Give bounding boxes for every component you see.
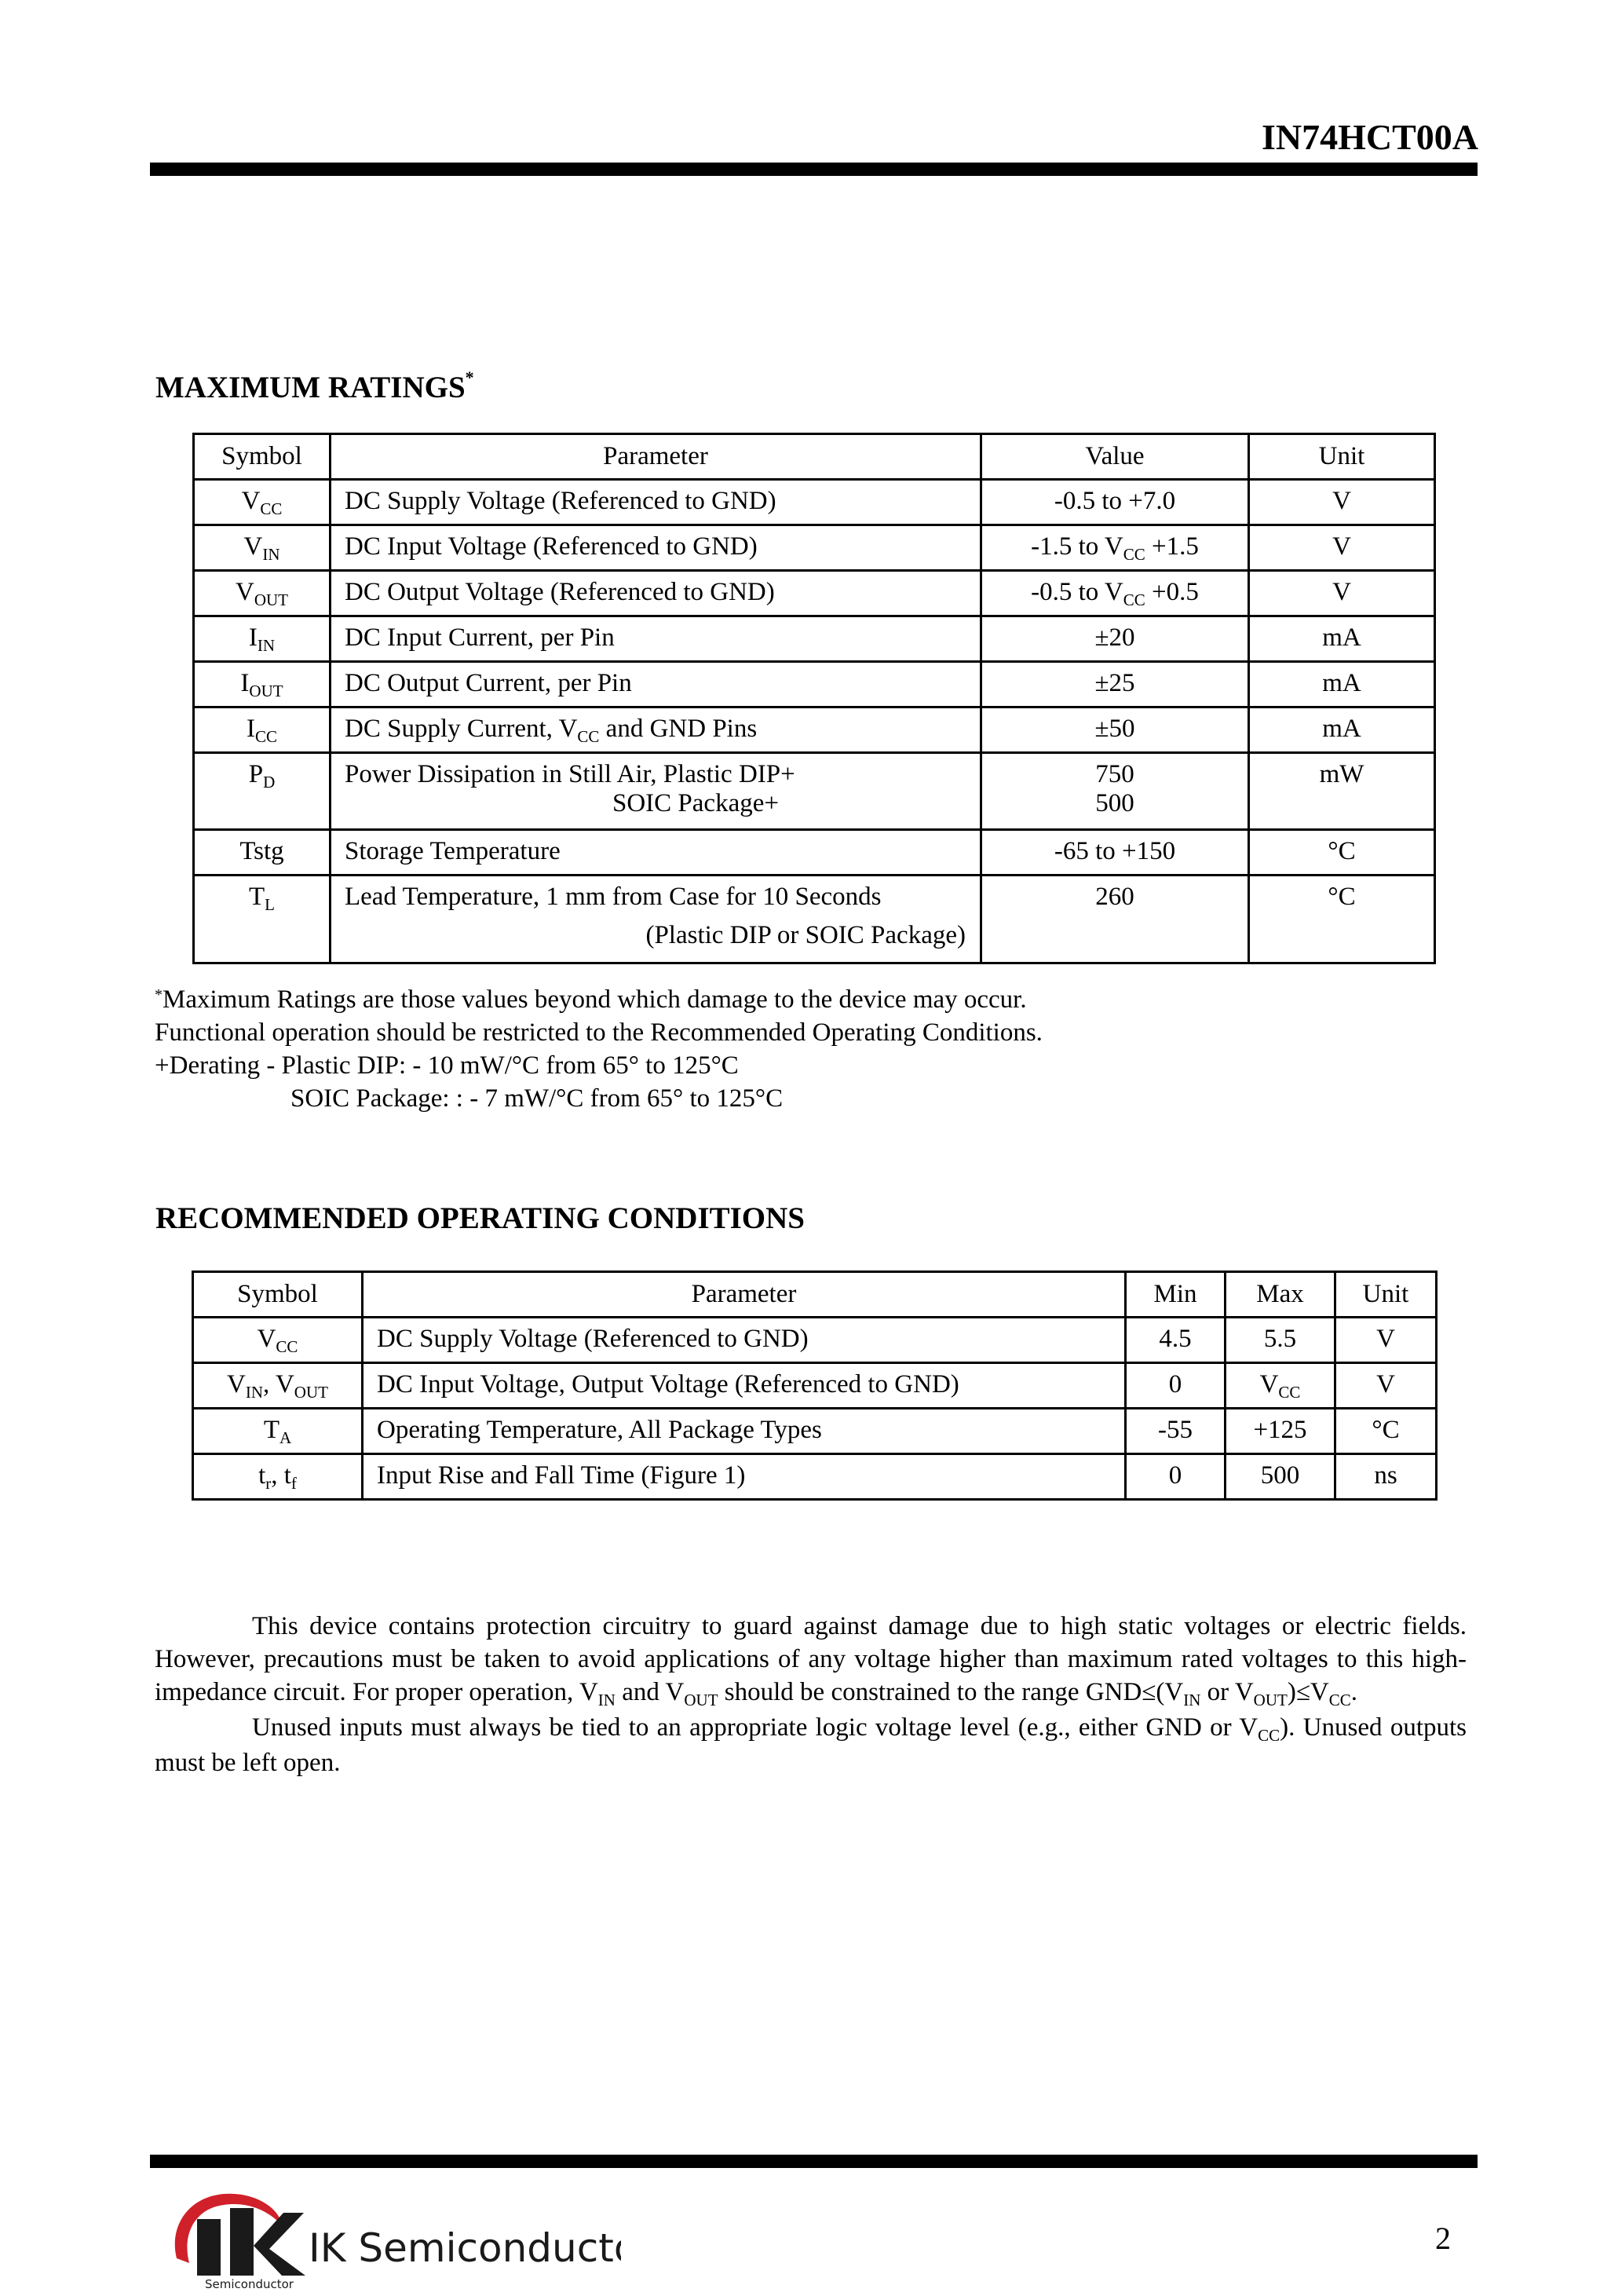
min-cell: -55 (1126, 1409, 1226, 1454)
symbol-cell: $P_D$ (194, 753, 331, 830)
symbol-cell: $T_A$ (193, 1409, 363, 1454)
col-header: Symbol (194, 434, 331, 480)
symbol-cell: $I_{IN}$ (194, 616, 331, 662)
footer-rule (150, 2155, 1478, 2168)
unit-cell: V (1249, 525, 1435, 571)
note-line: +Derating - Plastic DIP: - 10 mW/°C from 65° to 125°C (155, 1051, 739, 1080)
value-cell: -65 to +150 (981, 830, 1249, 876)
unit-cell: ns (1335, 1454, 1437, 1500)
value-cell: -0.5 to +7.0 (981, 480, 1249, 525)
table-row (194, 830, 1435, 876)
col-header: Value (981, 434, 1249, 480)
symbol-cell: $V_{OUT}$ (194, 571, 331, 616)
parameter-cell: Input Rise and Fall Time (Figure 1) (363, 1454, 1126, 1500)
unit-cell: °C (1249, 876, 1435, 963)
value-cell: -0.5 to $V_{CC} +0.5$ (981, 571, 1249, 616)
header-rule (150, 163, 1478, 176)
parameter-cell: Storage Temperature (331, 830, 981, 876)
parameter-cell: Lead Temperature, 1 mm from Case for 10 Seconds (Plastic DIP or SOIC Package) (331, 876, 981, 963)
parameter-cell: DC Input Voltage, Output Voltage (Referenced to GND) (363, 1363, 1126, 1409)
symbol-cell: Tstg (194, 830, 331, 876)
unit-cell: mA (1249, 616, 1435, 662)
max-ratings-footnote-mark: * (465, 367, 474, 387)
table-row (194, 525, 1435, 571)
max-ratings-title: MAXIMUM RATINGS* (155, 367, 474, 404)
parameter-cell: DC Output Current, per Pin (331, 662, 981, 707)
min-cell: 4.5 (1126, 1318, 1226, 1363)
parameter-cell: DC Supply Voltage (Referenced to GND) (363, 1318, 1126, 1363)
note-line: SOIC Package: : - 7 mW/°C from 65° to 125°C (290, 1084, 784, 1113)
table-header-row (194, 434, 1435, 480)
unit-cell: V (1335, 1363, 1437, 1409)
unit-cell: V (1249, 571, 1435, 616)
col-header: Parameter (363, 1272, 1126, 1318)
min-cell: 0 (1126, 1454, 1226, 1500)
parameter-cell: DC Input Current, per Pin (331, 616, 981, 662)
value-cell: ±20 (981, 616, 1249, 662)
max-cell: $V_{CC}$ (1226, 1363, 1335, 1409)
col-header: Max (1226, 1272, 1335, 1318)
table-row (193, 1454, 1437, 1500)
table-row (194, 616, 1435, 662)
unit-cell: °C (1335, 1409, 1437, 1454)
logo-small-text: Semiconductor (205, 2277, 294, 2291)
symbol-cell: $V_{IN}$ (194, 525, 331, 571)
symbol-cell: $I_{OUT}$ (194, 662, 331, 707)
table-header-row (193, 1272, 1437, 1318)
table-row (193, 1409, 1437, 1454)
note-line: *Maximum Ratings are those values beyond which damage to the device may occur. (155, 985, 1027, 1014)
table-row (194, 707, 1435, 753)
min-cell: 0 (1126, 1363, 1226, 1409)
part-number: IN74HCT00A (1261, 117, 1478, 157)
table-row (194, 876, 1435, 963)
max-ratings-notes (155, 983, 1489, 1115)
table-row (194, 571, 1435, 616)
max-cell: +125 (1226, 1409, 1335, 1454)
col-header: Unit (1335, 1272, 1437, 1318)
table-row (193, 1318, 1437, 1363)
parameter-cell: Operating Temperature, All Package Types (363, 1409, 1126, 1454)
logo-k-stem-icon (230, 2208, 254, 2276)
value-cell: 750 500 (981, 753, 1249, 830)
table-row (194, 753, 1435, 830)
col-header: Parameter (331, 434, 981, 480)
col-header: Symbol (193, 1272, 363, 1318)
logo-k-arm-icon (254, 2213, 305, 2276)
note-line: Functional operation should be restricted to the Recommended Operating Conditions. (155, 1018, 1043, 1047)
parameter-cell: DC Output Voltage (Referenced to GND) (331, 571, 981, 616)
esd-paragraph: This device contains protection circuitry to guard against damage due to high static voltages or electric fields. However, precautions must be taken to avoid applications of any voltage higher than maximum rated voltages to this high-impedance circuit. For proper operation, $V_{IN}$ and $V_{OUT}$ should be constrained to the range $GND\le(V_{IN}$ or $V_{OUT})\le V_{CC}$. (155, 1612, 1467, 1709)
max-cell: 5.5 (1226, 1318, 1335, 1363)
unit-cell: V (1335, 1318, 1437, 1363)
parameter-cell: Power Dissipation in Still Air, Plastic DIP+ SOIC Package+ (331, 753, 981, 830)
symbol-cell: $V_{IN}$, $V_{OUT}$ (193, 1363, 363, 1409)
value-cell: 260 (981, 876, 1249, 963)
col-header: Unit (1249, 434, 1435, 480)
parameter-cell: DC Supply Current, $V_{CC}$ and GND Pins (331, 707, 981, 753)
symbol-cell: $I_{CC}$ (194, 707, 331, 753)
col-header: Min (1126, 1272, 1226, 1318)
max-cell: 500 (1226, 1454, 1335, 1500)
unit-cell: mA (1249, 707, 1435, 753)
table-row (193, 1363, 1437, 1409)
table-row (194, 662, 1435, 707)
unit-cell: V (1249, 480, 1435, 525)
parameter-cell: DC Supply Voltage (Referenced to GND) (331, 480, 981, 525)
table-row (194, 480, 1435, 525)
symbol-cell: $V_{CC}$ (194, 480, 331, 525)
symbol-cell: $V_{CC}$ (193, 1318, 363, 1363)
symbol-cell: $t_r$, $t_f$ (193, 1454, 363, 1500)
logo-text: IK Semiconductor (309, 2225, 621, 2271)
value-cell: ±50 (981, 707, 1249, 753)
parameter-cell: DC Input Voltage (Referenced to GND) (331, 525, 981, 571)
roc-title: RECOMMENDED OPERATING CONDITIONS (155, 1201, 805, 1235)
esd-notice (155, 1610, 1467, 1779)
unit-cell: °C (1249, 830, 1435, 876)
unit-cell: mW (1249, 753, 1435, 830)
value-cell: -1.5 to $V_{CC} +1.5$ (981, 525, 1249, 571)
page-number: 2 (1435, 2221, 1451, 2256)
logo-i-bar-icon (197, 2219, 221, 2276)
max-ratings-table (192, 433, 1436, 964)
ik-semiconductor-logo (166, 2189, 621, 2291)
value-cell: ±25 (981, 662, 1249, 707)
unit-cell: mA (1249, 662, 1435, 707)
unused-inputs-paragraph: Unused inputs must always be tied to an appropriate logic voltage level (e.g., either GND or $V_{CC}$). Unused outputs must be left open. (155, 1713, 1467, 1777)
roc-table (192, 1270, 1438, 1501)
symbol-cell: $T_L$ (194, 876, 331, 963)
